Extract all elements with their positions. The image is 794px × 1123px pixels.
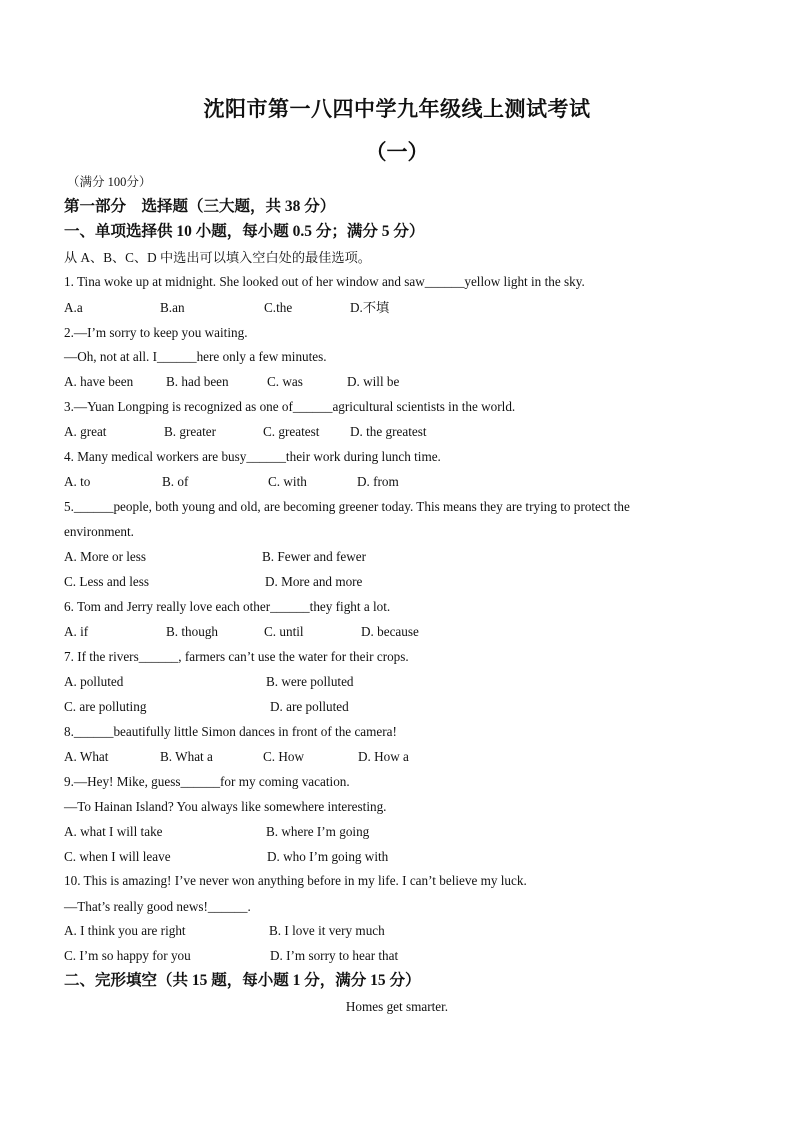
question-10-option-c: C. I’m so happy for you — [64, 948, 191, 963]
question-7-option-c: C. are polluting — [64, 699, 147, 714]
question-3-stem: 3.—Yuan Longping is recognized as one of______agricultural scientists in the world. — [64, 399, 516, 414]
question-10-stem: 10. This is amazing! I’ve never won anything before in my life. I can’t believe my luck. — [64, 873, 527, 888]
question-9-option-c: C. when I will leave — [64, 849, 171, 864]
question-3-option-a: A. great — [64, 424, 107, 439]
question-2-option-d: D. will be — [347, 374, 400, 389]
question-1-option-d: D.不填 — [350, 300, 390, 315]
question-8-stem: 8.______beautifully little Simon dances in front of the camera! — [64, 724, 397, 739]
question-6-stem: 6. Tom and Jerry really love each other______they fight a lot. — [64, 599, 391, 614]
question-9-option-d: D. who I’m going with — [267, 849, 389, 864]
question-7-option-d: D. are polluted — [270, 699, 349, 714]
question-4-option-c: C. with — [268, 474, 307, 489]
question-7-option-a: A. polluted — [64, 674, 124, 689]
question-9-option-b: B. where I’m going — [266, 824, 370, 839]
question-6-option-a: A. if — [64, 624, 89, 639]
question-9-option-a: A. what I will take — [64, 824, 163, 839]
question-5-stem-continued: environment. — [64, 524, 134, 539]
passage-title: Homes get smarter. — [345, 999, 449, 1014]
question-2-option-c: C. was — [267, 374, 303, 389]
question-2-option-a: A. have been — [64, 374, 134, 389]
exam-title: 沈阳市第一八四中学九年级线上测试考试 — [203, 97, 591, 121]
question-1-option-a: A.a — [64, 300, 83, 315]
question-10-option-d: D. I’m sorry to hear that — [270, 948, 399, 963]
exam-subtitle: （一） — [365, 140, 429, 164]
question-10-option-b: B. I love it very much — [269, 923, 385, 938]
question-2-option-b: B. had been — [166, 374, 229, 389]
question-4-stem: 4. Many medical workers are busy______their work during lunch time. — [64, 449, 441, 464]
question-7-option-b: B. were polluted — [266, 674, 354, 689]
question-8-option-a: A. What — [64, 749, 109, 764]
question-10-reply: —That’s really good news!______. — [64, 899, 251, 914]
question-3-option-b: B. greater — [164, 424, 216, 439]
part1-heading: 第一部分 选择题（三大题，共 38 分） — [64, 198, 336, 215]
question-6-option-d: D. because — [361, 624, 419, 639]
section1-heading: 一、单项选择供 10 小题，每小题 0.5 分；满分 5 分） — [64, 223, 425, 240]
question-5-stem: 5.______people, both young and old, are becoming greener today. This means they are trying to protect the — [64, 499, 630, 514]
question-8-option-d: D. How a — [358, 749, 409, 764]
question-1-option-c: C.the — [264, 300, 293, 315]
question-2-stem: 2.—I’m sorry to keep you waiting. — [64, 325, 248, 340]
question-5-option-d: D. More and more — [265, 574, 363, 589]
question-4-option-d: D. from — [357, 474, 399, 489]
section2-heading: 二、完形填空（共 15 题，每小题 1 分，满分 15 分） — [64, 972, 421, 989]
question-1-option-b: B.an — [160, 300, 185, 315]
instruction-text: 从 A、B、C、D 中选出可以填入空白处的最佳选项。 — [64, 250, 371, 265]
question-10-option-a: A. I think you are right — [64, 923, 186, 938]
question-3-option-d: D. the greatest — [350, 424, 427, 439]
question-5-option-c: C. Less and less — [64, 574, 149, 589]
question-1-stem: 1. Tina woke up at midnight. She looked out of her window and saw______yellow light in the sky. — [64, 274, 585, 289]
score-note: （满分 100分） — [67, 175, 152, 189]
question-4-option-b: B. of — [162, 474, 189, 489]
question-6-option-c: C. until — [264, 624, 304, 639]
question-8-option-b: B. What a — [160, 749, 213, 764]
question-9-stem: 9.—Hey! Mike, guess______for my coming vacation. — [64, 774, 350, 789]
question-2-reply: —Oh, not at all. I______here only a few minutes. — [64, 349, 327, 364]
question-4-option-a: A. to — [64, 474, 91, 489]
question-5-option-a: A. More or less — [64, 549, 147, 564]
question-7-stem: 7. If the rivers______, farmers can’t use the water for their crops. — [64, 649, 409, 664]
question-9-reply: —To Hainan Island? You always like somewhere interesting. — [64, 799, 387, 814]
question-5-option-b: B. Fewer and fewer — [262, 549, 366, 564]
question-6-option-b: B. though — [166, 624, 219, 639]
question-3-option-c: C. greatest — [263, 424, 320, 439]
question-8-option-c: C. How — [263, 749, 305, 764]
